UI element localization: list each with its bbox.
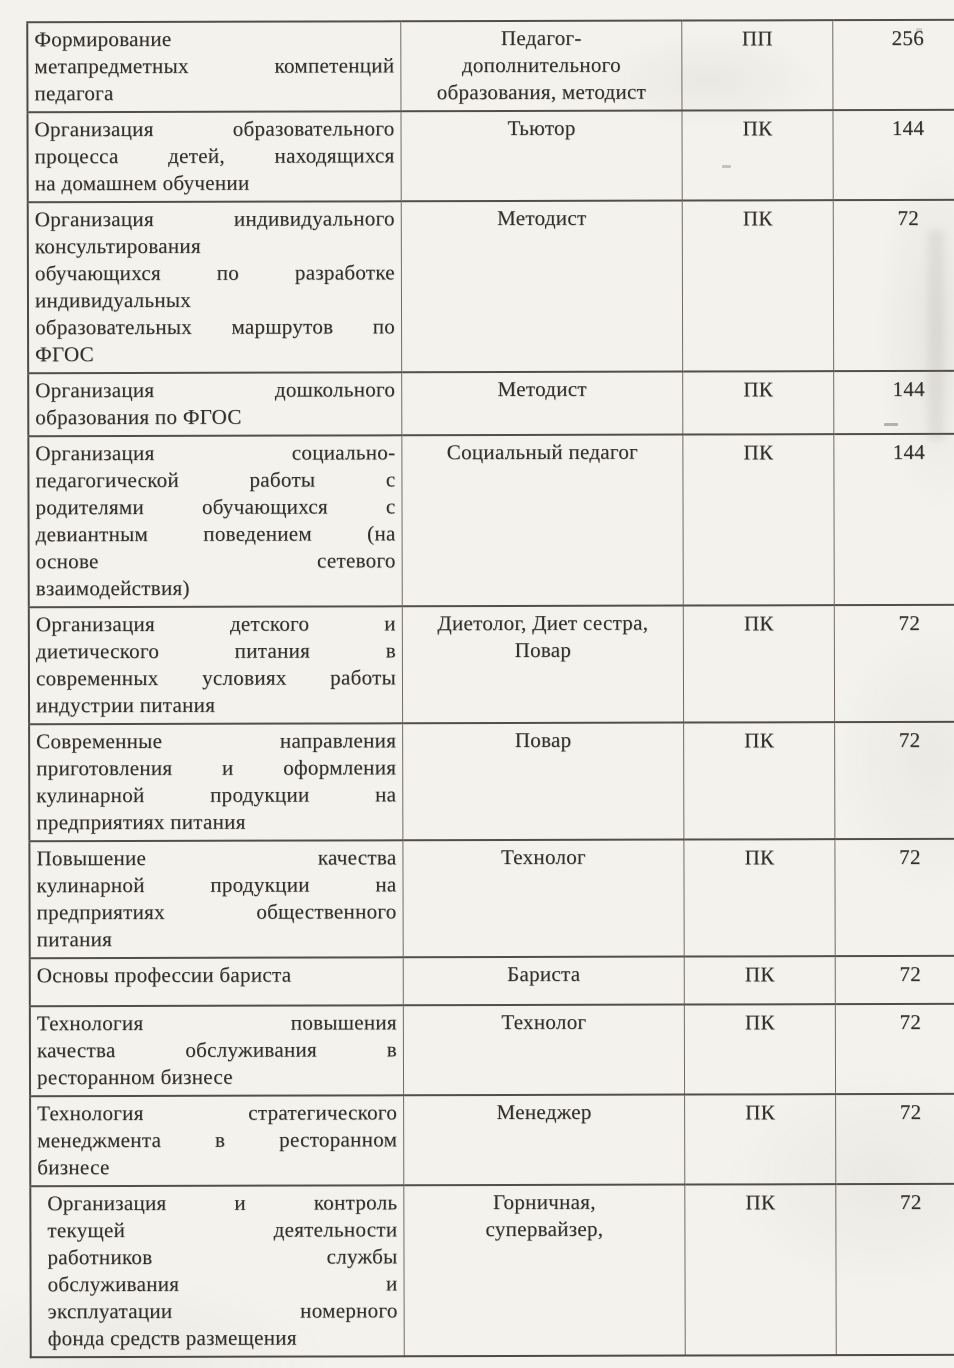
course-name-cell: Технология стратегического менеджмента в ресторанном бизнесе bbox=[30, 1095, 404, 1186]
hours-cell: 72 bbox=[835, 722, 954, 839]
profession-cell: Горничная, супервайзер, bbox=[404, 1185, 685, 1357]
hours-cell: 144 bbox=[834, 371, 954, 434]
hours-cell: 72 bbox=[835, 956, 954, 1004]
profession-cell: Педагог- дополнительного образования, методист bbox=[401, 21, 682, 112]
hours-cell: 144 bbox=[834, 434, 954, 605]
hours-cell: 72 bbox=[835, 1004, 954, 1094]
table-row bbox=[28, 200, 954, 374]
hours-cell: 72 bbox=[833, 200, 954, 371]
course-name-cell: Технология повышения качества обслуживания в ресторанном бизнесе bbox=[30, 1005, 404, 1096]
program-type-cell: ПК bbox=[684, 956, 835, 1004]
profession-cell: Диетолог, Диет сестра, Повар bbox=[402, 606, 683, 724]
profession-cell: Методист bbox=[402, 372, 683, 436]
profession-cell: Технолог bbox=[403, 840, 684, 958]
profession-cell: Социальный педагог bbox=[402, 435, 683, 607]
course-name-cell: Организация индивидуального консультирования обучающихся по разработке индивидуальных образовательных маршрутов по ФГОС bbox=[28, 201, 402, 373]
hours-cell: 256 bbox=[833, 20, 954, 110]
course-name-cell: Повышение качества кулинарной продукции на предприятиях общественного питания bbox=[29, 840, 403, 958]
hours-cell: 72 bbox=[834, 605, 954, 722]
program-type-cell: ПК bbox=[683, 434, 834, 605]
table-row bbox=[30, 1004, 954, 1097]
profession-cell: Бариста bbox=[403, 957, 684, 1006]
profession-cell: Повар bbox=[403, 723, 684, 841]
program-type-cell: ПК bbox=[685, 1184, 836, 1355]
course-name-cell: Основы профессии бариста bbox=[30, 957, 404, 1006]
course-name-cell: Организация дошкольного образования по ФГОС bbox=[28, 372, 402, 436]
program-type-cell: ПК bbox=[683, 371, 834, 434]
program-type-cell: ПК bbox=[684, 722, 835, 839]
hours-cell: 144 bbox=[833, 110, 954, 200]
program-type-cell: ПК bbox=[682, 110, 833, 200]
profession-cell: Тьютор bbox=[401, 111, 682, 202]
table-row bbox=[29, 839, 954, 959]
course-name-cell: Организация социально- педагогической работы с родителями обучающихся с девиантным поведением (на основе сетевого взаимодействия) bbox=[28, 435, 402, 607]
course-name-cell: Современные направления приготовления и оформления кулинарной продукции на предприятиях питания bbox=[29, 723, 403, 841]
program-type-cell: ПК bbox=[682, 200, 833, 371]
profession-cell: Менеджер bbox=[404, 1095, 685, 1186]
courses-table-body bbox=[27, 20, 954, 1357]
table-row bbox=[27, 20, 954, 113]
profession-cell: Технолог bbox=[403, 1005, 684, 1096]
profession-cell: Методист bbox=[401, 201, 682, 373]
program-type-cell: ПК bbox=[684, 839, 835, 956]
table-row bbox=[28, 371, 954, 437]
course-name-cell: Организация образовательного процесса детей, находящихся на домашнем обучении bbox=[27, 111, 401, 202]
program-type-cell: ПК bbox=[683, 605, 834, 722]
course-name-cell: Организация и контроль текущей деятельности работников службы обслуживания и эксплуатации номерного фонда средств размещения bbox=[30, 1185, 404, 1357]
hours-cell: 72 bbox=[836, 1184, 954, 1355]
table-row bbox=[29, 722, 954, 842]
program-type-cell: ПК bbox=[685, 1094, 836, 1184]
program-type-cell: ПП bbox=[682, 20, 833, 110]
table-row bbox=[28, 434, 954, 608]
table-row bbox=[30, 1184, 954, 1358]
table-row bbox=[30, 1094, 954, 1187]
table-row bbox=[29, 605, 954, 725]
program-type-cell: ПК bbox=[684, 1004, 835, 1094]
course-name-cell: Организация детского и диетического питания в современных условиях работы индустрии питания bbox=[29, 606, 403, 724]
course-name-cell: Формирование метапредметных компетенций педагога bbox=[27, 21, 401, 112]
courses-table bbox=[26, 19, 954, 1359]
hours-cell: 72 bbox=[836, 1094, 954, 1184]
hours-cell: 72 bbox=[835, 839, 954, 956]
table-row bbox=[27, 110, 954, 203]
table-row bbox=[30, 956, 954, 1007]
